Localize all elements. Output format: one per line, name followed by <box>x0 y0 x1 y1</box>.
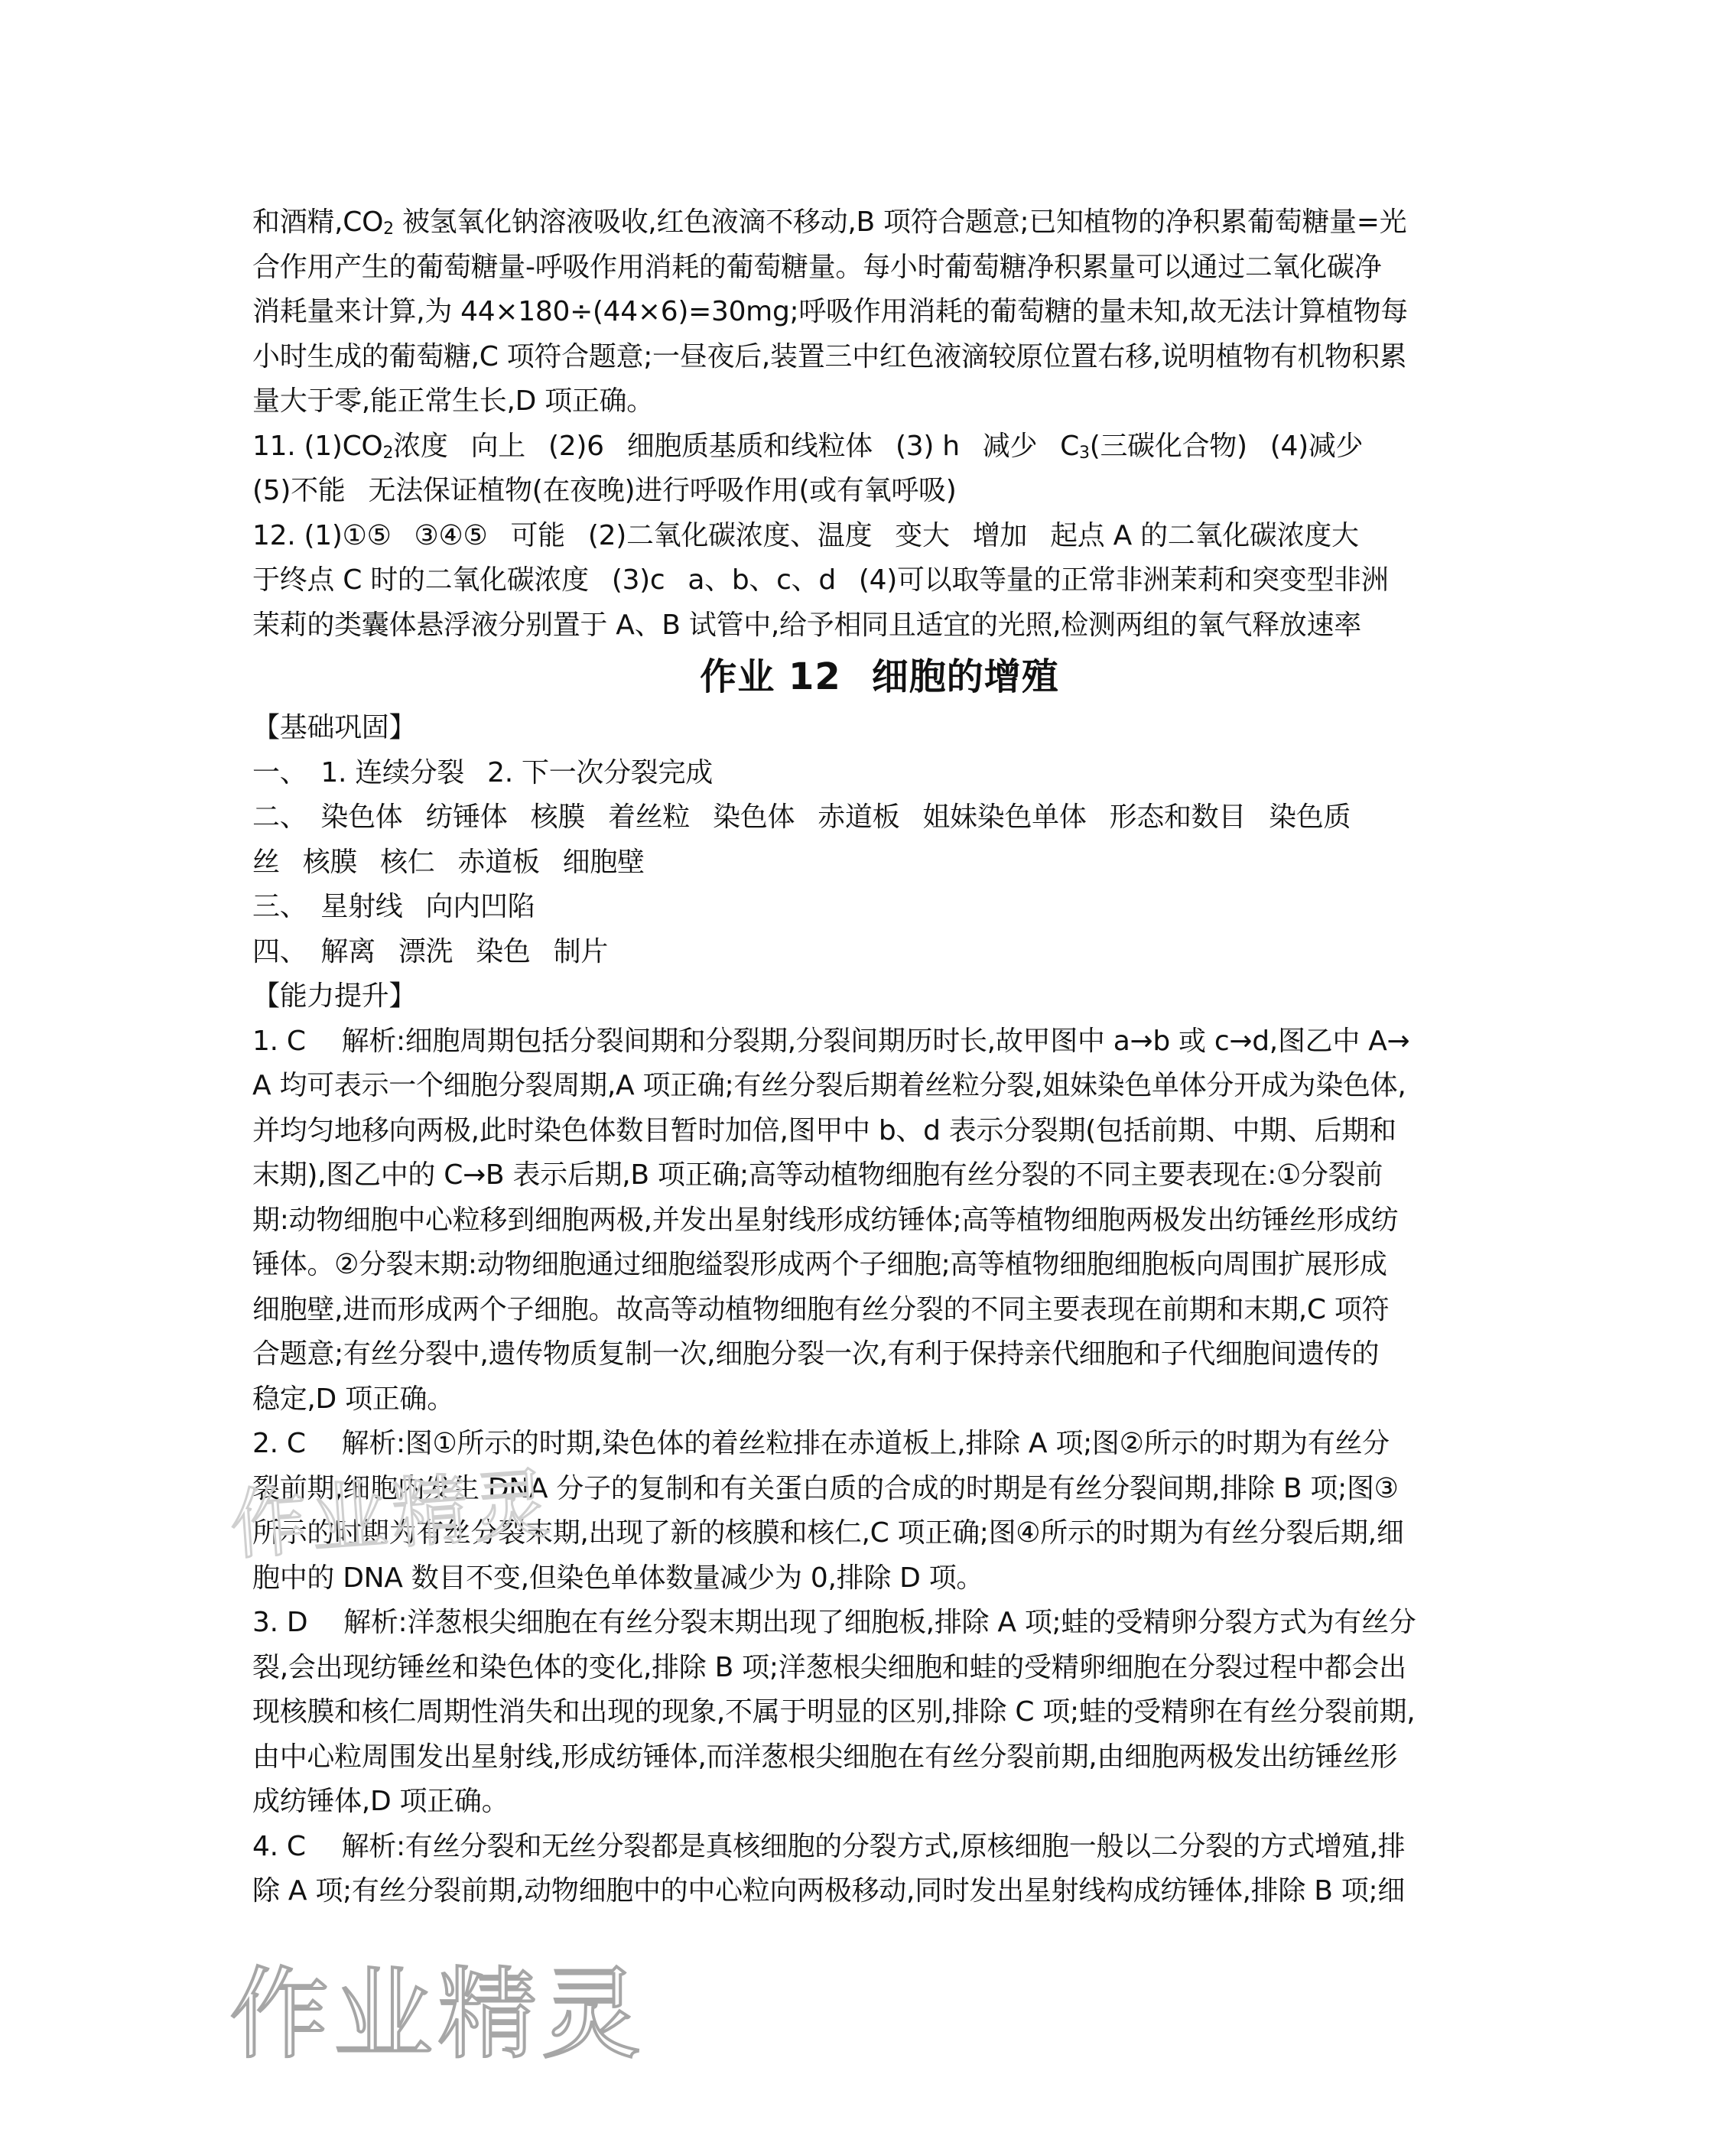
basic-row-3 <box>252 840 1507 886</box>
intro-line: 量大于零,能正常生长,D 项正确。 <box>252 385 654 417</box>
ability-line: 合题意;有丝分裂中,遗传物质复制一次,细胞分裂一次,有利于保持亲代细胞和子代细胞间遗传的 <box>252 1338 1380 1370</box>
answer-text: 2. 下一次分裂完成 <box>487 756 713 788</box>
answer-text: 着丝粒 <box>608 801 691 833</box>
basic-header: 【基础巩固】 <box>252 712 417 743</box>
ability-line: 细胞壁,进而形成两个子细胞。故高等动植物细胞有丝分裂的不同主要表现在前期和末期,C 项符 <box>252 1293 1390 1325</box>
answer-text: 细胞壁 <box>562 846 645 878</box>
answer-text: 漂洗 <box>398 935 454 967</box>
section-topic: 细胞的增殖 <box>871 655 1059 698</box>
ability-line: 稳定,D 项正确。 <box>252 1383 454 1415</box>
answer-text: (3)c <box>611 564 665 596</box>
answer-text: 增加 <box>972 519 1028 551</box>
section-number: 作业 12 <box>700 655 841 698</box>
answer-text: 细胞质基质和线粒体 <box>626 430 873 462</box>
ability-line: 4. C 解析:有丝分裂和无丝分裂都是真核细胞的分裂方式,原核细胞一般以二分裂的方式增殖,排 <box>252 1830 1406 1862</box>
answer-text: 染色体 <box>320 801 403 833</box>
answer-text: 赤道板 <box>457 846 540 878</box>
answer-12-line-1 <box>252 514 1507 559</box>
basic-row-5 <box>252 930 1507 975</box>
answer-text: 形态和数目 <box>1109 801 1247 833</box>
answer-text: 向上 <box>470 430 525 462</box>
intro-line: 合作用产生的葡萄糖量-呼吸作用消耗的葡萄糖量。每小时葡萄糖净积累量可以通过二氧化碳净 <box>252 251 1382 283</box>
answer-text: 浓度 <box>393 430 448 462</box>
answer-text: 减少 <box>982 430 1038 462</box>
answer-text: 于终点 C 时的二氧化碳浓度 <box>252 564 589 596</box>
answer-text: 丝 <box>252 846 280 878</box>
answer-text: 向内凹陷 <box>425 891 535 922</box>
row-label: 四、 <box>252 935 307 967</box>
answer-text: 染色体 <box>713 801 795 833</box>
ability-line: 期:动物细胞中心粒移到细胞两极,并发出星射线形成纺锤体;高等植物细胞两极发出纺锤丝形成纺 <box>252 1204 1399 1236</box>
answer-text: 变大 <box>895 519 950 551</box>
row-label: 三、 <box>252 891 307 922</box>
section-title <box>252 648 1507 706</box>
answer-text: 赤道板 <box>818 801 900 833</box>
answer-text: 核膜 <box>530 801 586 833</box>
answer-12-line-2 <box>252 558 1507 603</box>
answer-text: 染色质 <box>1269 801 1351 833</box>
ability-line: 并均匀地移向两极,此时染色体数目暂时加倍,图甲中 b、d 表示分裂期(包括前期、中期、后期和 <box>252 1114 1396 1146</box>
answer-text: 11. (1)CO <box>252 430 383 462</box>
row-label: 一、 <box>252 756 307 788</box>
ability-line: A 均可表示一个细胞分裂周期,A 项正确;有丝分裂后期着丝粒分裂,姐妹染色单体分开成为染色体, <box>252 1070 1406 1101</box>
subscript: 3 <box>1079 443 1090 463</box>
intro-line: 消耗量来计算,为 44×180÷(44×6)=30mg;呼吸作用消耗的葡萄糖的量未知,故无法计算植物每 <box>252 296 1408 327</box>
answer-12-line-3: 茉莉的类囊体悬浮液分别置于 A、B 试管中,给予相同且适宜的光照,检测两组的氧气释放速率 <box>252 609 1361 641</box>
answer-11-line-2 <box>252 469 1507 514</box>
basic-row-4 <box>252 885 1507 930</box>
answer-text: 染色 <box>476 935 531 967</box>
row-label: 二、 <box>252 801 307 833</box>
answer-text: 解离 <box>320 935 375 967</box>
answer-text: 核仁 <box>380 846 435 878</box>
answer-text: (2)二氧化碳浓度、温度 <box>587 519 873 551</box>
ability-line: 裂,会出现纺锤丝和染色体的变化,排除 B 项;洋葱根尖细胞和蛙的受精卵细胞在分裂过程中都会出 <box>252 1651 1406 1683</box>
answer-text: 纺锤体 <box>425 801 508 833</box>
ability-line: 所示的时期为有丝分裂末期,出现了新的核膜和核仁,C 项正确;图④所示的时期为有丝分裂后期,细 <box>252 1517 1404 1549</box>
ability-line: 现核膜和核仁周期性消失和出现的现象,不属于明显的区别,排除 C 项;蛙的受精卵在有丝分裂前期, <box>252 1696 1416 1728</box>
watermark-logo: 作业精灵 <box>229 1956 646 2073</box>
intro-text: 和酒精,CO <box>252 206 384 238</box>
ability-line: 除 A 项;有丝分裂前期,动物细胞中的中心粒向两极移动,同时发出星射线构成纺锤体,排除 B 项;细 <box>252 1875 1405 1907</box>
ability-line: 由中心粒周围发出星射线,形成纺锤体,而洋葱根尖细胞在有丝分裂前期,由细胞两极发出纺锤丝形 <box>252 1741 1398 1773</box>
ability-line: 3. D 解析:洋葱根尖细胞在有丝分裂末期出现了细胞板,排除 A 项;蛙的受精卵分裂方式为有丝分 <box>252 1607 1416 1638</box>
answer-text: (三碳化合物) <box>1089 430 1247 462</box>
answer-text: C <box>1060 430 1080 462</box>
ability-line: 1. C 解析:细胞周期包括分裂间期和分裂期,分裂间期历时长,故甲图中 a→b 或 c→d,图乙中 A→ <box>252 1025 1410 1057</box>
answer-text: (5)不能 <box>252 475 346 506</box>
answer-11-line-1 <box>252 424 1507 470</box>
answer-text: (2)6 <box>548 430 604 462</box>
ability-line: 成纺锤体,D 项正确。 <box>252 1786 509 1817</box>
ability-line: 裂前期,细胞内发生 DNA 分子的复制和有关蛋白质的合成的时期是有丝分裂间期,排除 B 项;图③ <box>252 1472 1399 1504</box>
ability-line: 胞中的 DNA 数目不变,但染色单体数量减少为 0,排除 D 项。 <box>252 1562 984 1594</box>
intro-text: 被氢氧化钠溶液吸收,红色液滴不移动,B 项符合题意;已知植物的净积累葡萄糖量=光 <box>401 206 1407 238</box>
ability-line: 2. C 解析:图①所示的时期,染色体的着丝粒排在赤道板上,排除 A 项;图②所示的时期为有丝分 <box>252 1428 1390 1459</box>
intro-line: 和酒精$,CO_2$ 被氢氧化钠溶液吸收,红色液滴不移动,B 项符合题意;已知植物的净积累葡萄糖量=光 <box>252 206 1407 239</box>
basic-row-1 <box>252 751 1507 796</box>
answer-text: 无法保证植物(在夜晚)进行呼吸作用(或有氧呼吸) <box>368 475 957 506</box>
answer-text: 姐妹染色单体 <box>922 801 1087 833</box>
intro-line: 小时生成的葡萄糖,C 项符合题意;一昼夜后,装置三中红色液滴较原位置右移,说明植物有机物积累 <box>252 340 1407 372</box>
answer-text: 核膜 <box>302 846 358 878</box>
basic-row-2 <box>252 795 1507 840</box>
answer-text: 12. (1)①⑤ <box>252 519 392 551</box>
answer-text: (3) h <box>896 430 960 462</box>
ability-header: 【能力提升】 <box>252 980 417 1012</box>
answer-text: (4)减少 <box>1269 430 1364 462</box>
answer-text: 制片 <box>553 935 609 967</box>
watermark-mid: 作业精灵 <box>227 1458 558 1571</box>
answer-text: 1. 连续分裂 <box>320 756 465 788</box>
answer-page <box>252 200 1507 1914</box>
answer-text: (4)可以取等量的正常非洲茉莉和突变型非洲 <box>858 564 1389 596</box>
answer-text: 可能 <box>510 519 565 551</box>
answer-text: ③④⑤ <box>414 519 488 551</box>
ability-line: 锤体。②分裂末期:动物细胞通过细胞缢裂形成两个子细胞;高等植物细胞细胞板向周围扩展形成 <box>252 1249 1387 1280</box>
answer-text: 星射线 <box>320 891 403 922</box>
answer-text: a、b、c、d <box>688 564 836 596</box>
answer-text: 起点 A 的二氧化碳浓度大 <box>1050 519 1359 551</box>
ability-line: 末期),图乙中的 C→B 表示后期,B 项正确;高等动植物细胞有丝分裂的不同主要表现在:①分裂前 <box>252 1159 1383 1191</box>
subscript: 2 <box>382 443 394 463</box>
